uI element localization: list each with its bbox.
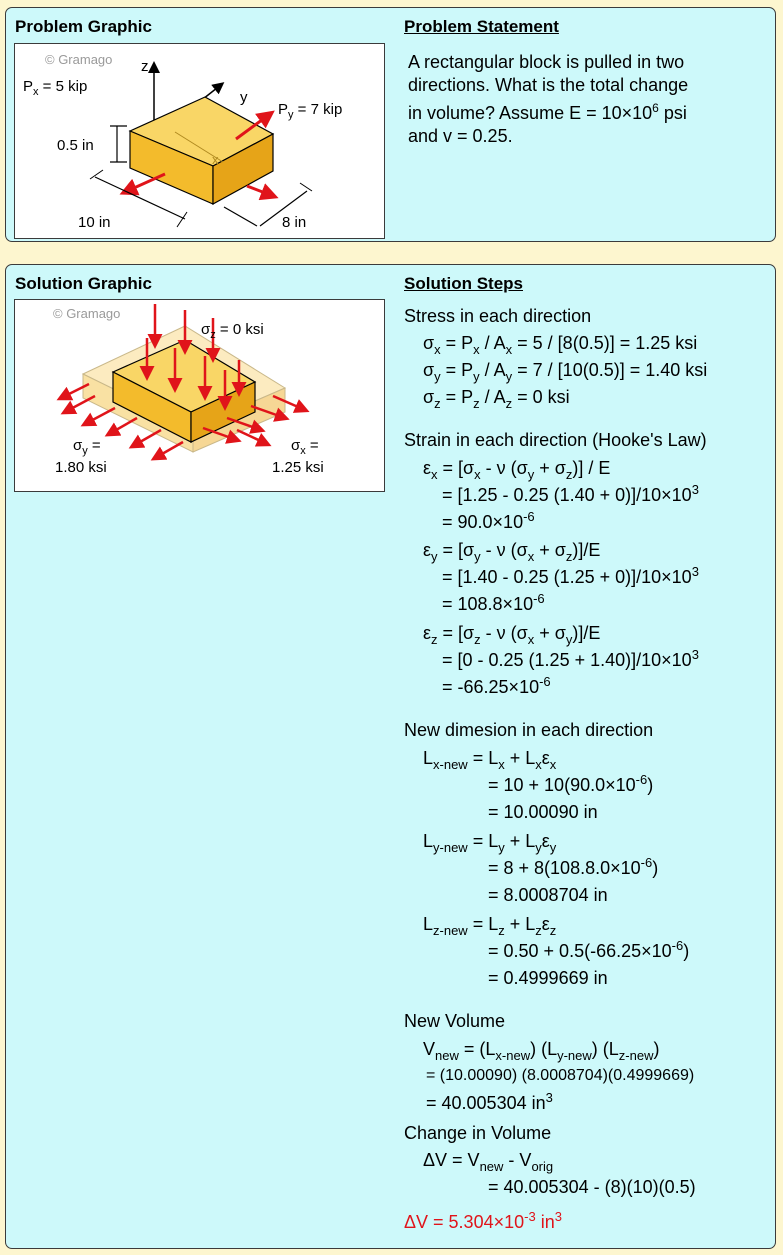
problem-graphic bbox=[14, 43, 385, 239]
stress-y-line: $\sigma_y = P_y / A_y = 7 / [10(0.5)] = 1.40$ ksi bbox=[423, 360, 708, 384]
volume-line1: $V_{new} = (L_{x-new})$ $(L_{y-new})$ $(L_{z-new})$ bbox=[423, 1039, 660, 1063]
sigma-x-value: 1.25 ksi bbox=[272, 459, 324, 476]
solution-steps-heading: Solution Steps bbox=[404, 274, 523, 293]
dim-y-line3: = 8.0008704 in bbox=[488, 885, 608, 905]
solution-figure bbox=[15, 300, 384, 491]
change-line2: = 40.005304 - (8)(10)(0.5) bbox=[488, 1177, 696, 1197]
stress-title: Stress in each direction bbox=[404, 306, 592, 326]
problem-figure bbox=[15, 44, 384, 238]
z-axis-label: z bbox=[141, 58, 149, 75]
thickness-label: 0.5 in bbox=[57, 137, 94, 154]
px-arrow-left bbox=[125, 174, 165, 192]
change-line1: $\Delta V = V_{new} - V_{orig}$ bbox=[423, 1150, 554, 1174]
dims-title: New dimesion in each direction bbox=[404, 720, 654, 740]
stress-x-line: $\sigma_x = P_x / A_x = 5 / [8(0.5)] = 1.25$ ksi bbox=[423, 333, 698, 357]
change-title: Change in Volume bbox=[404, 1123, 552, 1143]
dim-z-line1: $L_{z-new} = L_z + L_z\varepsilon_z$ bbox=[423, 914, 557, 938]
volume-title: New Volume bbox=[404, 1011, 506, 1031]
strain-y-line2: = [1.40 - 0.25 $(1.25 + 0)]/10\times 10^3$ bbox=[442, 564, 699, 587]
dim-y-line1: $L_{y-new} = L_y + L_y\varepsilon_y$ bbox=[423, 831, 557, 855]
dim-x-line3: = 10.00090 in bbox=[488, 802, 598, 822]
strain-y-line3: = $108.8\times 10^{-6}$ bbox=[442, 591, 545, 614]
width-label: 8 in bbox=[282, 214, 307, 231]
px-arrow-right bbox=[247, 186, 273, 196]
final-answer: $\Delta V = 5.304\times 10^{-3}$ $in^3$ bbox=[404, 1209, 562, 1232]
length-label: 10 in bbox=[78, 214, 111, 231]
strain-z-line3: = $-66.25\times 10^{-6}$ bbox=[442, 674, 551, 697]
px-label: $P_x = 5$ kip bbox=[23, 78, 88, 98]
strain-z-line2: = [0 - 0.25 $(1.25 + 1.40)]/10\times 10^3$ bbox=[442, 647, 699, 670]
dim-x-line1: $L_{x-new} = L_x + L_x\varepsilon_x$ bbox=[423, 748, 557, 772]
dim-y-line2: = $8 + 8(108.8.0\times 10^{-6})$ bbox=[488, 855, 659, 878]
stress-z-line: $\sigma_z = P_z / A_z = 0$ ksi bbox=[423, 387, 570, 411]
solution-panel bbox=[5, 264, 776, 1249]
solution-graphic bbox=[14, 299, 385, 492]
problem-statement-heading: Problem Statement bbox=[404, 17, 559, 36]
py-label: $P_y = 7$ kip bbox=[278, 101, 343, 121]
volume-line3: = 40.005304 $in^3$ bbox=[426, 1090, 553, 1113]
solution-watermark: © Gramago bbox=[53, 306, 121, 321]
strain-title: Strain in each direction (Hooke's Law) bbox=[404, 430, 707, 450]
dim-z-line3: = 0.4999669 in bbox=[488, 968, 608, 988]
y-axis-label: y bbox=[240, 89, 248, 106]
volume-line2: = (10.00090) (8.0008704)(0.4999669) bbox=[426, 1067, 695, 1084]
problem-statement: A rectangular block is pulled in two directions. What is the total change in volume? Assume $E = 10\times 10^6$ psi and v = 0.25. bbox=[408, 52, 689, 146]
problem-watermark: © Gramago bbox=[45, 52, 113, 67]
sigma-y-value: 1.80 ksi bbox=[55, 459, 107, 476]
dim-x-line2: = $10 + 10(90.0\times 10^{-6})$ bbox=[488, 772, 654, 795]
width-dim-line bbox=[224, 207, 257, 226]
strain-x-line2: = [1.25 - 0.25 $(1.40 + 0)]/10\times 10^3$ bbox=[442, 482, 699, 505]
x-axis-label: x bbox=[212, 152, 219, 167]
strain-x-line1: $\varepsilon_x = [\sigma_x - \nu$ $(\sigma_y + \sigma_z)] / E$ bbox=[423, 458, 611, 482]
sigma-y-label: $\sigma_y$ = bbox=[73, 437, 101, 457]
problem-panel bbox=[5, 7, 776, 242]
dim-z-line2: = $0.50 + 0.5(-66.25\times 10^{-6})$ bbox=[488, 938, 690, 961]
strain-x-line3: = $90.0\times 10^{-6}$ bbox=[442, 509, 535, 532]
sigma-z-label: $\sigma_z = 0$ ksi bbox=[201, 321, 264, 341]
strain-y-line1: $\varepsilon_y = [\sigma_y - \nu$ $(\sigma_x + \sigma_z)]/E$ bbox=[423, 540, 601, 564]
strain-z-line1: $\varepsilon_z = [\sigma_z - \nu$ $(\sigma_x + \sigma_y)]/E$ bbox=[423, 623, 601, 647]
problem-graphic-heading: Problem Graphic bbox=[15, 17, 152, 36]
solution-graphic-heading: Solution Graphic bbox=[15, 274, 152, 293]
sigma-x-label: $\sigma_x$ = bbox=[291, 437, 319, 457]
